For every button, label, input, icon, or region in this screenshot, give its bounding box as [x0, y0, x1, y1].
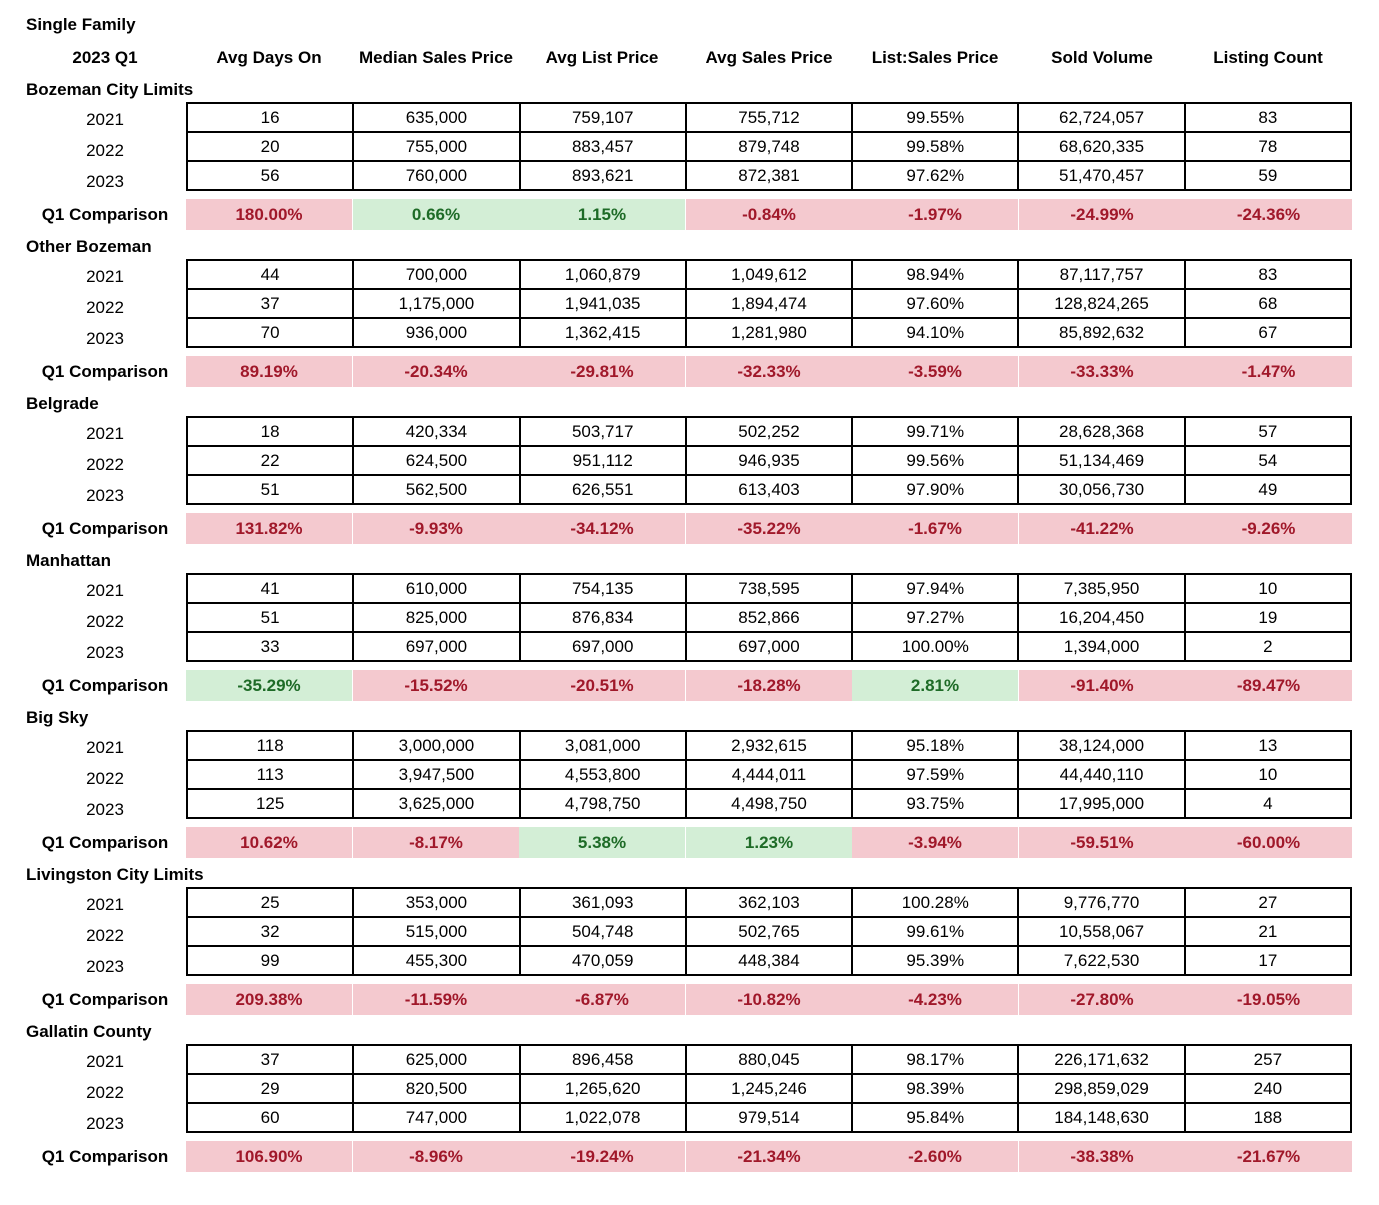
- region-title: Bozeman City Limits: [26, 80, 194, 99]
- table-cell: 97.27%: [852, 603, 1018, 632]
- comparison-cell: -19.05%: [1185, 984, 1352, 1015]
- column-header: Avg Days On: [216, 48, 322, 67]
- year-label: 2022: [86, 298, 124, 317]
- table-cell: 37: [187, 289, 353, 318]
- column-header-row: [0, 46, 1379, 70]
- table-cell: 67: [1185, 318, 1351, 347]
- table-cell: 613,403: [686, 475, 852, 504]
- table-cell: 56: [187, 161, 353, 190]
- comparison-row: [186, 670, 1352, 701]
- comparison-row: [186, 513, 1352, 544]
- year-label: 2023: [86, 957, 124, 976]
- table-row: [187, 446, 1351, 475]
- table-cell: 29: [187, 1074, 353, 1103]
- table-cell: 3,947,500: [353, 760, 519, 789]
- table-row: [187, 260, 1351, 289]
- table-row: [187, 161, 1351, 190]
- comparison-cell: -21.67%: [1185, 1141, 1352, 1172]
- table-cell: 87,117,757: [1018, 260, 1184, 289]
- table-cell: 883,457: [520, 132, 686, 161]
- table-cell: 697,000: [353, 632, 519, 661]
- comparison-cell: -41.22%: [1019, 513, 1185, 544]
- table-cell: 16: [187, 103, 353, 132]
- table-cell: 60: [187, 1103, 353, 1132]
- comparison-cell: -89.47%: [1185, 670, 1352, 701]
- table-cell: 97.62%: [852, 161, 1018, 190]
- table-cell: 3,625,000: [353, 789, 519, 818]
- table-cell: 85,892,632: [1018, 318, 1184, 347]
- table-cell: 30,056,730: [1018, 475, 1184, 504]
- table-cell: 94.10%: [852, 318, 1018, 347]
- table-cell: 979,514: [686, 1103, 852, 1132]
- region-data-table: [186, 887, 1352, 976]
- table-row: [187, 318, 1351, 347]
- table-cell: 100.00%: [852, 632, 1018, 661]
- year-label: 2023: [86, 643, 124, 662]
- table-cell: 70: [187, 318, 353, 347]
- comparison-cell: 1.23%: [686, 827, 852, 858]
- table-cell: 1,265,620: [520, 1074, 686, 1103]
- comparison-cell: -33.33%: [1019, 356, 1185, 387]
- table-row: [187, 946, 1351, 975]
- table-cell: 420,334: [353, 417, 519, 446]
- table-row: [187, 475, 1351, 504]
- comparison-label: Q1 Comparison: [41, 833, 169, 852]
- comparison-cell: 2.81%: [852, 670, 1018, 701]
- table-cell: 37: [187, 1045, 353, 1074]
- year-label: 2022: [86, 455, 124, 474]
- table-cell: 62,724,057: [1018, 103, 1184, 132]
- table-row: [187, 103, 1351, 132]
- table-cell: 625,000: [353, 1045, 519, 1074]
- year-label: 2023: [86, 329, 124, 348]
- comparison-row: [186, 356, 1352, 387]
- table-cell: 946,935: [686, 446, 852, 475]
- table-row: [187, 574, 1351, 603]
- table-cell: 7,622,530: [1018, 946, 1184, 975]
- year-label: 2022: [86, 926, 124, 945]
- comparison-cell: -21.34%: [686, 1141, 852, 1172]
- table-cell: 825,000: [353, 603, 519, 632]
- comparison-row: [186, 199, 1352, 230]
- table-cell: 1,049,612: [686, 260, 852, 289]
- year-label: 2021: [86, 110, 124, 129]
- table-cell: 4,444,011: [686, 760, 852, 789]
- comparison-cell: 180.00%: [186, 199, 352, 230]
- table-cell: 188: [1185, 1103, 1351, 1132]
- comparison-cell: -27.80%: [1019, 984, 1185, 1015]
- comparison-cell: -35.22%: [686, 513, 852, 544]
- table-cell: 59: [1185, 161, 1351, 190]
- year-label: 2022: [86, 769, 124, 788]
- comparison-cell: -35.29%: [186, 670, 352, 701]
- column-header: Avg List Price: [545, 48, 659, 67]
- table-cell: 68,620,335: [1018, 132, 1184, 161]
- comparison-label: Q1 Comparison: [41, 362, 169, 381]
- column-header: Sold Volume: [1051, 48, 1153, 67]
- table-cell: 17: [1185, 946, 1351, 975]
- table-cell: 49: [1185, 475, 1351, 504]
- comparison-row: [186, 827, 1352, 858]
- table-cell: 98.39%: [852, 1074, 1018, 1103]
- comparison-cell: -9.93%: [353, 513, 519, 544]
- table-cell: 1,281,980: [686, 318, 852, 347]
- comparison-cell: -32.33%: [686, 356, 852, 387]
- table-cell: 700,000: [353, 260, 519, 289]
- table-cell: 1,245,246: [686, 1074, 852, 1103]
- table-cell: 697,000: [520, 632, 686, 661]
- table-cell: 97.59%: [852, 760, 1018, 789]
- comparison-cell: -24.99%: [1019, 199, 1185, 230]
- table-cell: 93.75%: [852, 789, 1018, 818]
- table-row: [187, 731, 1351, 760]
- table-cell: 362,103: [686, 888, 852, 917]
- table-cell: 896,458: [520, 1045, 686, 1074]
- comparison-cell: -3.94%: [852, 827, 1018, 858]
- table-cell: 562,500: [353, 475, 519, 504]
- table-cell: 20: [187, 132, 353, 161]
- table-cell: 7,385,950: [1018, 574, 1184, 603]
- table-cell: 19: [1185, 603, 1351, 632]
- comparison-row: [186, 1141, 1352, 1172]
- table-cell: 738,595: [686, 574, 852, 603]
- comparison-cell: -91.40%: [1019, 670, 1185, 701]
- year-label: 2021: [86, 1052, 124, 1071]
- table-cell: 18: [187, 417, 353, 446]
- comparison-cell: 209.38%: [186, 984, 352, 1015]
- table-cell: 83: [1185, 260, 1351, 289]
- year-label: 2021: [86, 581, 124, 600]
- table-cell: 4: [1185, 789, 1351, 818]
- table-cell: 99.61%: [852, 917, 1018, 946]
- comparison-cell: -1.97%: [852, 199, 1018, 230]
- table-cell: 1,941,035: [520, 289, 686, 318]
- region-data-table: [186, 1044, 1352, 1133]
- region-title: Big Sky: [26, 708, 89, 727]
- region-data-table: [186, 416, 1352, 505]
- table-cell: 448,384: [686, 946, 852, 975]
- table-row: [187, 603, 1351, 632]
- table-cell: 51,134,469: [1018, 446, 1184, 475]
- table-cell: 99: [187, 946, 353, 975]
- table-cell: 21: [1185, 917, 1351, 946]
- comparison-cell: 5.38%: [519, 827, 685, 858]
- table-cell: 32: [187, 917, 353, 946]
- table-cell: 298,859,029: [1018, 1074, 1184, 1103]
- comparison-cell: -19.24%: [519, 1141, 685, 1172]
- comparison-label: Q1 Comparison: [41, 676, 169, 695]
- table-cell: 38,124,000: [1018, 731, 1184, 760]
- table-cell: 128,824,265: [1018, 289, 1184, 318]
- table-cell: 1,362,415: [520, 318, 686, 347]
- table-cell: 820,500: [353, 1074, 519, 1103]
- table-cell: 28,628,368: [1018, 417, 1184, 446]
- table-cell: 502,252: [686, 417, 852, 446]
- table-cell: 17,995,000: [1018, 789, 1184, 818]
- comparison-cell: -18.28%: [686, 670, 852, 701]
- table-cell: 51: [187, 603, 353, 632]
- comparison-cell: -1.47%: [1185, 356, 1352, 387]
- comparison-label: Q1 Comparison: [41, 1147, 169, 1166]
- table-cell: 852,866: [686, 603, 852, 632]
- year-label: 2022: [86, 1083, 124, 1102]
- comparison-cell: -29.81%: [519, 356, 685, 387]
- table-cell: 760,000: [353, 161, 519, 190]
- table-cell: 2: [1185, 632, 1351, 661]
- comparison-cell: -1.67%: [852, 513, 1018, 544]
- table-cell: 25: [187, 888, 353, 917]
- table-cell: 51: [187, 475, 353, 504]
- table-cell: 470,059: [520, 946, 686, 975]
- comparison-cell: 106.90%: [186, 1141, 352, 1172]
- region-title: Manhattan: [26, 551, 111, 570]
- table-row: [187, 888, 1351, 917]
- table-row: [187, 417, 1351, 446]
- table-cell: 879,748: [686, 132, 852, 161]
- year-label: 2022: [86, 612, 124, 631]
- table-cell: 361,093: [520, 888, 686, 917]
- table-cell: 3,081,000: [520, 731, 686, 760]
- year-label: 2021: [86, 267, 124, 286]
- region-data-table: [186, 102, 1352, 191]
- comparison-cell: -2.60%: [852, 1141, 1018, 1172]
- table-cell: 754,135: [520, 574, 686, 603]
- table-cell: 99.58%: [852, 132, 1018, 161]
- table-cell: 125: [187, 789, 353, 818]
- table-cell: 697,000: [686, 632, 852, 661]
- table-cell: 624,500: [353, 446, 519, 475]
- table-cell: 755,712: [686, 103, 852, 132]
- table-cell: 95.84%: [852, 1103, 1018, 1132]
- table-cell: 113: [187, 760, 353, 789]
- table-row: [187, 917, 1351, 946]
- table-cell: 68: [1185, 289, 1351, 318]
- table-cell: 99.56%: [852, 446, 1018, 475]
- table-cell: 4,498,750: [686, 789, 852, 818]
- table-cell: 78: [1185, 132, 1351, 161]
- year-label: 2023: [86, 800, 124, 819]
- comparison-cell: 131.82%: [186, 513, 352, 544]
- comparison-cell: 89.19%: [186, 356, 352, 387]
- table-cell: 635,000: [353, 103, 519, 132]
- region-title: Livingston City Limits: [26, 865, 204, 884]
- table-cell: 54: [1185, 446, 1351, 475]
- table-cell: 626,551: [520, 475, 686, 504]
- table-cell: 759,107: [520, 103, 686, 132]
- table-cell: 502,765: [686, 917, 852, 946]
- comparison-cell: 0.66%: [353, 199, 519, 230]
- region-data-table: [186, 573, 1352, 662]
- region-title: Belgrade: [26, 394, 99, 413]
- table-cell: 1,175,000: [353, 289, 519, 318]
- table-cell: 1,060,879: [520, 260, 686, 289]
- table-cell: 503,717: [520, 417, 686, 446]
- year-label: 2021: [86, 895, 124, 914]
- table-cell: 4,553,800: [520, 760, 686, 789]
- table-cell: 880,045: [686, 1045, 852, 1074]
- table-cell: 10,558,067: [1018, 917, 1184, 946]
- table-row: [187, 760, 1351, 789]
- year-label: 2023: [86, 486, 124, 505]
- comparison-label: Q1 Comparison: [41, 990, 169, 1009]
- table-cell: 893,621: [520, 161, 686, 190]
- year-label: 2021: [86, 424, 124, 443]
- table-cell: 44,440,110: [1018, 760, 1184, 789]
- table-cell: 27: [1185, 888, 1351, 917]
- table-cell: 22: [187, 446, 353, 475]
- comparison-cell: -8.17%: [353, 827, 519, 858]
- comparison-cell: -34.12%: [519, 513, 685, 544]
- comparison-cell: -6.87%: [519, 984, 685, 1015]
- table-cell: 610,000: [353, 574, 519, 603]
- comparison-cell: -11.59%: [353, 984, 519, 1015]
- header-period: 2023 Q1: [72, 48, 138, 67]
- table-cell: 257: [1185, 1045, 1351, 1074]
- table-cell: 98.17%: [852, 1045, 1018, 1074]
- table-cell: 936,000: [353, 318, 519, 347]
- comparison-cell: -59.51%: [1019, 827, 1185, 858]
- table-cell: 10: [1185, 760, 1351, 789]
- table-cell: 97.90%: [852, 475, 1018, 504]
- comparison-cell: -20.34%: [353, 356, 519, 387]
- table-cell: 95.39%: [852, 946, 1018, 975]
- table-cell: 57: [1185, 417, 1351, 446]
- column-header: Median Sales Price: [358, 48, 514, 67]
- comparison-cell: -4.23%: [852, 984, 1018, 1015]
- region-title: Gallatin County: [26, 1022, 152, 1041]
- table-cell: 97.60%: [852, 289, 1018, 318]
- table-row: [187, 789, 1351, 818]
- table-row: [187, 289, 1351, 318]
- comparison-cell: -9.26%: [1185, 513, 1352, 544]
- table-row: [187, 632, 1351, 661]
- comparison-label: Q1 Comparison: [41, 205, 169, 224]
- table-cell: 98.94%: [852, 260, 1018, 289]
- page-title: Single Family: [26, 15, 136, 34]
- comparison-cell: -10.82%: [686, 984, 852, 1015]
- table-row: [187, 1045, 1351, 1074]
- table-cell: 755,000: [353, 132, 519, 161]
- region-data-table: [186, 259, 1352, 348]
- table-cell: 455,300: [353, 946, 519, 975]
- table-cell: 51,470,457: [1018, 161, 1184, 190]
- table-cell: 118: [187, 731, 353, 760]
- comparison-cell: -0.84%: [686, 199, 852, 230]
- comparison-cell: -15.52%: [353, 670, 519, 701]
- table-cell: 4,798,750: [520, 789, 686, 818]
- table-cell: 10: [1185, 574, 1351, 603]
- table-cell: 9,776,770: [1018, 888, 1184, 917]
- table-cell: 16,204,450: [1018, 603, 1184, 632]
- comparison-cell: 10.62%: [186, 827, 352, 858]
- table-cell: 747,000: [353, 1103, 519, 1132]
- table-row: [187, 1103, 1351, 1132]
- comparison-row: [186, 984, 1352, 1015]
- table-cell: 41: [187, 574, 353, 603]
- comparison-label: Q1 Comparison: [41, 519, 169, 538]
- table-cell: 83: [1185, 103, 1351, 132]
- table-row: [187, 1074, 1351, 1103]
- column-header: Listing Count: [1213, 48, 1323, 67]
- table-cell: 3,000,000: [353, 731, 519, 760]
- table-cell: 100.28%: [852, 888, 1018, 917]
- table-cell: 184,148,630: [1018, 1103, 1184, 1132]
- comparison-cell: 1.15%: [519, 199, 685, 230]
- table-cell: 226,171,632: [1018, 1045, 1184, 1074]
- table-cell: 97.94%: [852, 574, 1018, 603]
- table-cell: 99.55%: [852, 103, 1018, 132]
- table-cell: 515,000: [353, 917, 519, 946]
- comparison-cell: -24.36%: [1185, 199, 1352, 230]
- table-cell: 99.71%: [852, 417, 1018, 446]
- region-data-table: [186, 730, 1352, 819]
- table-row: [187, 132, 1351, 161]
- table-cell: 13: [1185, 731, 1351, 760]
- table-cell: 1,022,078: [520, 1103, 686, 1132]
- table-cell: 240: [1185, 1074, 1351, 1103]
- comparison-cell: -20.51%: [519, 670, 685, 701]
- table-cell: 353,000: [353, 888, 519, 917]
- year-label: 2023: [86, 1114, 124, 1133]
- comparison-cell: -60.00%: [1185, 827, 1352, 858]
- table-cell: 44: [187, 260, 353, 289]
- table-cell: 95.18%: [852, 731, 1018, 760]
- column-header: List:Sales Price: [871, 48, 999, 67]
- table-cell: 33: [187, 632, 353, 661]
- comparison-cell: -3.59%: [852, 356, 1018, 387]
- table-cell: 872,381: [686, 161, 852, 190]
- year-label: 2021: [86, 738, 124, 757]
- column-header: Avg Sales Price: [705, 48, 833, 67]
- region-title: Other Bozeman: [26, 237, 152, 256]
- table-cell: 1,894,474: [686, 289, 852, 318]
- table-cell: 951,112: [520, 446, 686, 475]
- comparison-cell: -38.38%: [1019, 1141, 1185, 1172]
- table-cell: 876,834: [520, 603, 686, 632]
- year-label: 2022: [86, 141, 124, 160]
- year-label: 2023: [86, 172, 124, 191]
- table-cell: 1,394,000: [1018, 632, 1184, 661]
- table-cell: 504,748: [520, 917, 686, 946]
- table-cell: 2,932,615: [686, 731, 852, 760]
- comparison-cell: -8.96%: [353, 1141, 519, 1172]
